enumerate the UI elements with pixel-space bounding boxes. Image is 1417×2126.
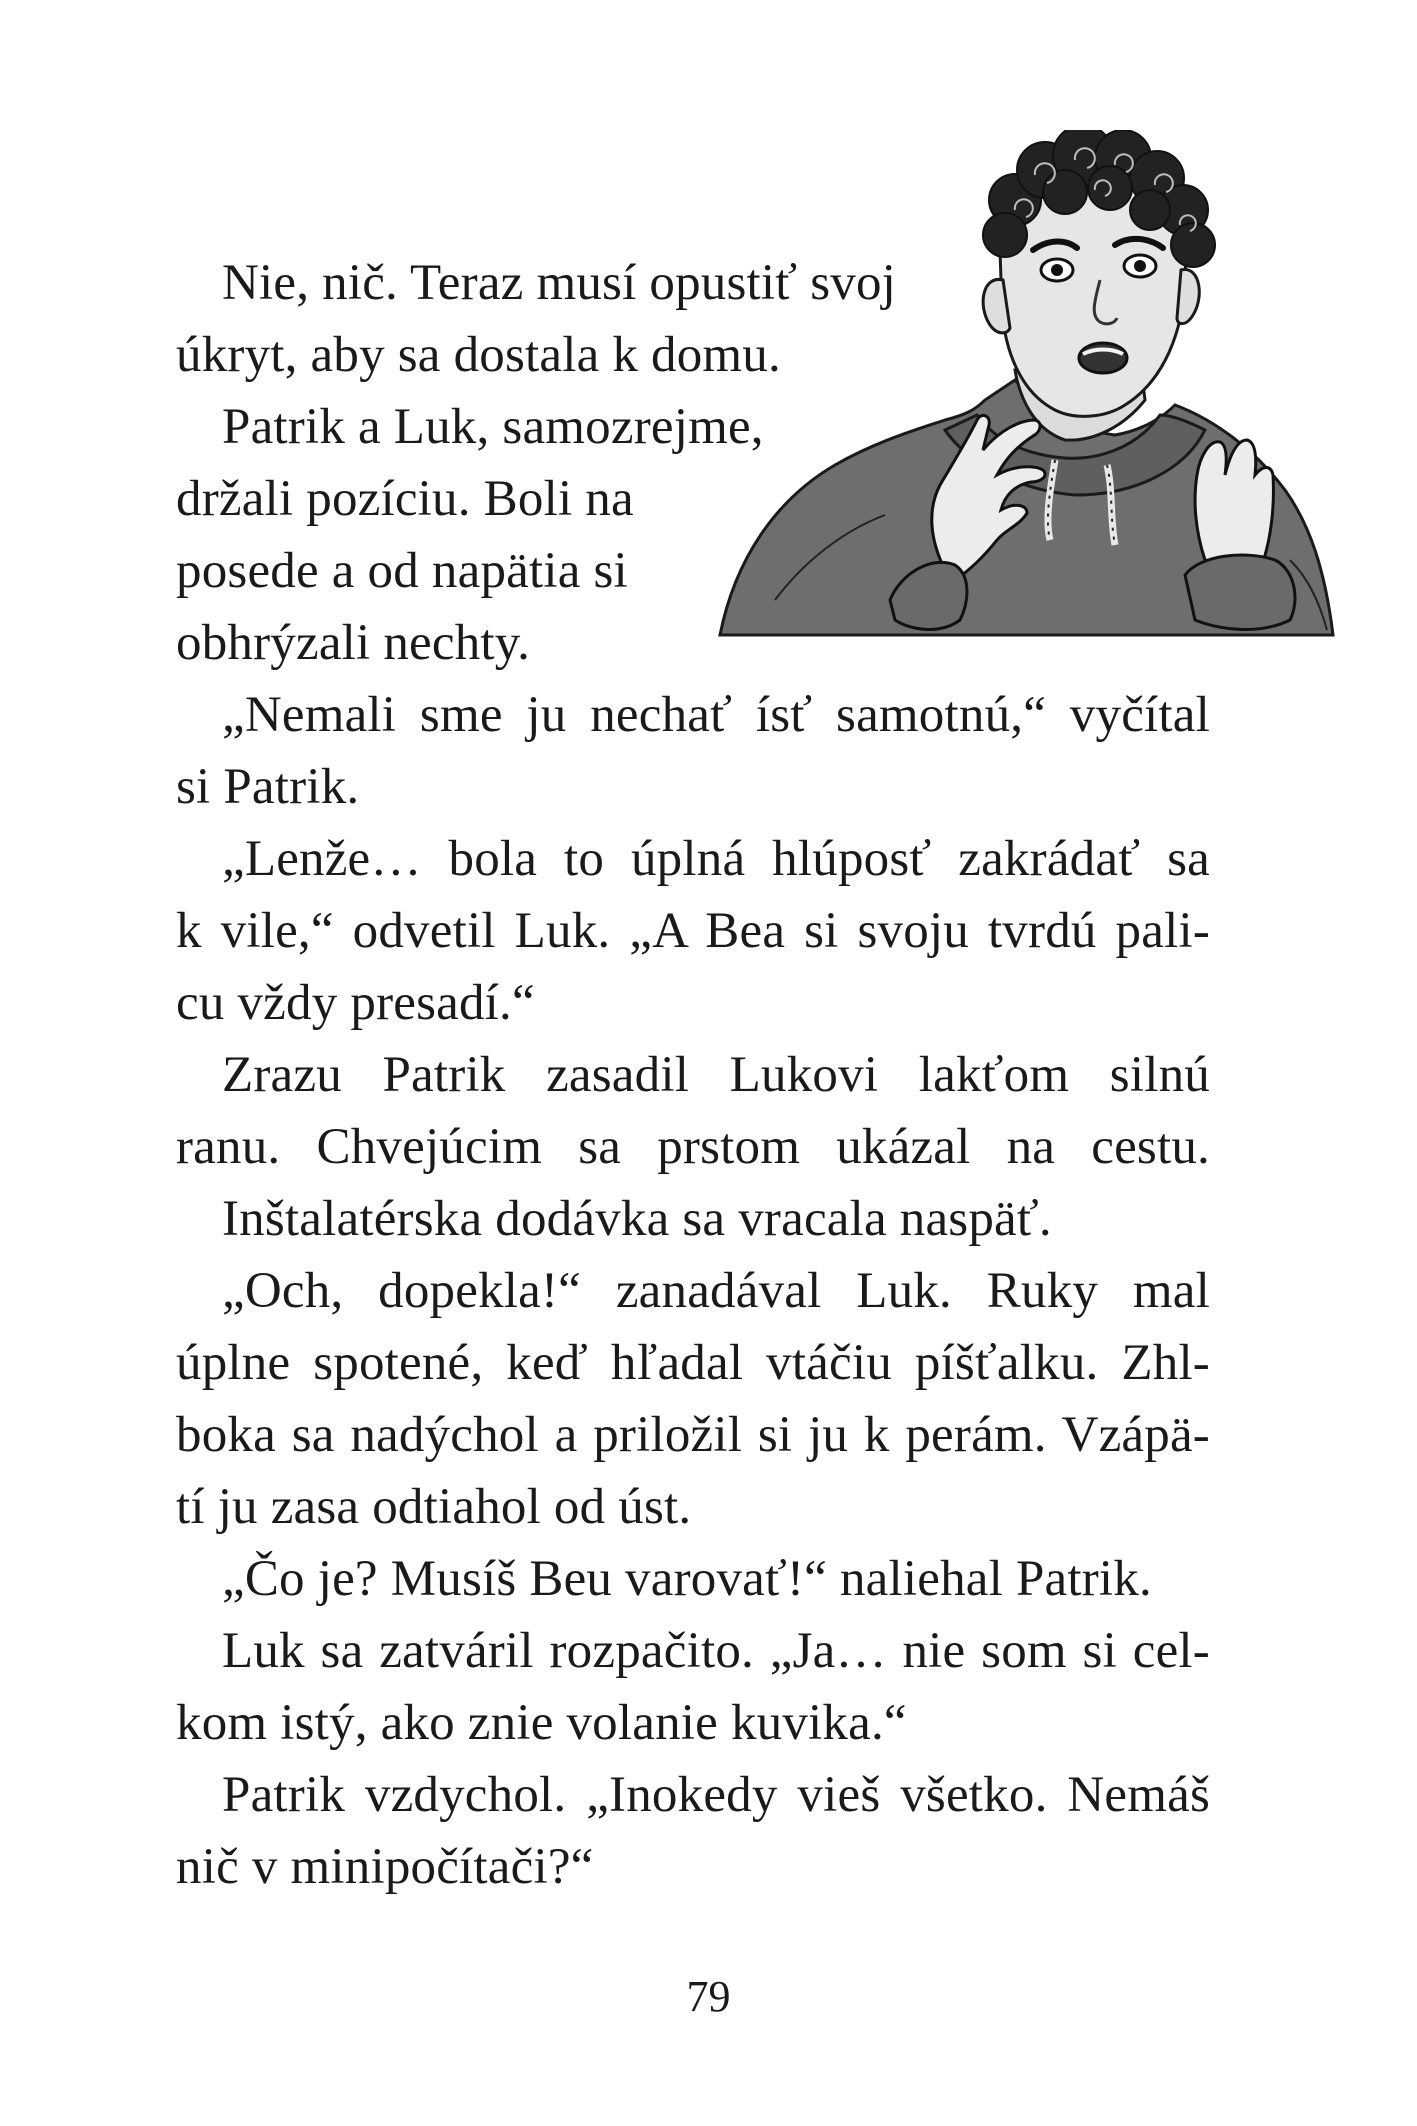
text-line: obhrýzali nechty. — [176, 615, 531, 671]
text-line: Patrik a Luk, samozrejme, — [222, 399, 764, 455]
text-line: Nie, nič. Teraz musí opustiť svoj — [222, 255, 897, 311]
text-line: si Patrik. — [176, 759, 360, 815]
text-line: k vile,“ odvetil Luk. „A Bea si svoju tvrdú pali- — [176, 903, 1210, 959]
page-number: 79 — [686, 1972, 731, 2021]
text-line: úkryt, aby sa dostala k domu. — [176, 327, 781, 383]
text-line: „Čo je? Musíš Beu varovať!“ naliehal Patrik. — [222, 1551, 1152, 1607]
text-line: „Nemali sme ju nechať ísť samotnú,“ vyčítal — [222, 687, 1210, 743]
text-line: tí ju zasa odtiahol od úst. — [176, 1479, 692, 1535]
text-line: Luk sa zatváril rozpačito. „Ja… nie som si cel- — [222, 1623, 1210, 1679]
text-line: cu vždy presadí.“ — [176, 975, 535, 1031]
text-line: „Och, dopekla!“ zanadával Luk. Ruky mal — [222, 1263, 1210, 1319]
text-line: Inštalatérska dodávka sa vracala naspäť. — [222, 1191, 1052, 1247]
text-line: posede a od napätia si — [176, 543, 628, 599]
text-line: kom istý, ako znie volanie kuvika.“ — [176, 1695, 907, 1751]
boy-illustration — [715, 130, 1337, 660]
text-line: držali pozíciu. Boli na — [176, 471, 634, 527]
text-line: úplne spotené, keď hľadal vtáčiu píšťalku. Zhl- — [176, 1335, 1210, 1391]
text-line: boka sa nadýchol a priložil si ju k perám. Vzápä- — [176, 1407, 1210, 1463]
text-line: „Lenže… bola to úplná hlúposť zakrádať sa — [222, 831, 1210, 887]
text-line: nič v minipočítači?“ — [176, 1839, 594, 1895]
text-line: Zrazu Patrik zasadil Lukovi lakťom silnú — [222, 1047, 1210, 1103]
text-line: Patrik vzdychol. „Inokedy vieš všetko. Nemáš — [222, 1767, 1210, 1823]
text-line: ranu. Chvejúcim sa prstom ukázal na cestu. — [176, 1119, 1210, 1175]
